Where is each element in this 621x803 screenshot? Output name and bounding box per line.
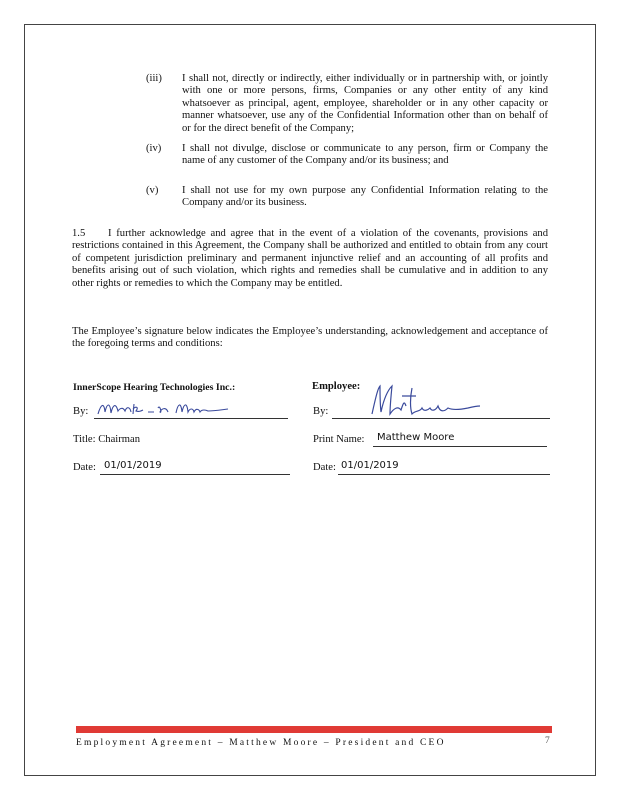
- acknowledgement-paragraph: The Employee’s signature below indicates the Employee’s understanding, acknowledgement and acceptance of the foregoing terms and conditions:: [72, 326, 548, 350]
- company-date-label: Date:: [73, 462, 96, 473]
- clause-number: (iv): [146, 143, 162, 154]
- page-number: 7: [545, 736, 550, 746]
- employee-signature: [368, 382, 484, 418]
- company-signature: [96, 398, 236, 420]
- company-date-line: [100, 474, 290, 475]
- company-date-value: 01/01/2019: [104, 460, 162, 471]
- clause-text: I shall not, directly or indirectly, either individually or in partnership with, or jointly with one or more persons, firms, Companies or any other entity of any kind whatsoever as principal, agent, employee, shareholder or in any other capacity or manner whatsoever, use any of the Confidential Information other than on behalf of or for the direct benefit of the Company;: [182, 73, 548, 134]
- footer-title: Employment Agreement – Matthew Moore – President and CEO: [76, 738, 446, 748]
- clause-text: I shall not divulge, disclose or communicate to any person, firm or Company the name of any customer of the Company and/or its business; and: [182, 143, 548, 167]
- employee-by-label: By:: [313, 406, 329, 417]
- company-title-label: Title: Chairman: [73, 434, 140, 445]
- print-name-value: Matthew Moore: [377, 432, 455, 443]
- print-name-line: [373, 446, 547, 447]
- section-text: I further acknowledge and agree that in the event of a violation of the covenants, provisions and restrictions contained in this Agreement, the Company shall be authorized and entitled to obtain from any court of competent jurisdiction preliminary and permanent injunctive relief and an accounting of all profits and benefits arising out of such violation, which rights and remedies shall be cumulative and in addition to any other rights or remedies to which the Company may be entitled.: [72, 228, 548, 289]
- employee-date-label: Date:: [313, 462, 336, 473]
- clause-text: I shall not use for my own purpose any Confidential Information relating to the Company and/or its business.: [182, 185, 548, 209]
- company-by-label: By:: [73, 406, 89, 417]
- employee-heading: Employee:: [312, 381, 361, 392]
- print-name-label: Print Name:: [313, 434, 365, 445]
- employee-signature-line: [332, 418, 550, 419]
- section-1-5: [72, 228, 548, 290]
- company-heading: InnerScope Hearing Technologies Inc.:: [73, 382, 236, 393]
- clause-number: (iii): [146, 73, 162, 84]
- clause-number: (v): [146, 185, 159, 196]
- employee-date-line: [338, 474, 550, 475]
- section-number: 1.5: [72, 228, 86, 239]
- employee-date-value: 01/01/2019: [341, 460, 399, 471]
- footer-accent-bar: [76, 726, 552, 733]
